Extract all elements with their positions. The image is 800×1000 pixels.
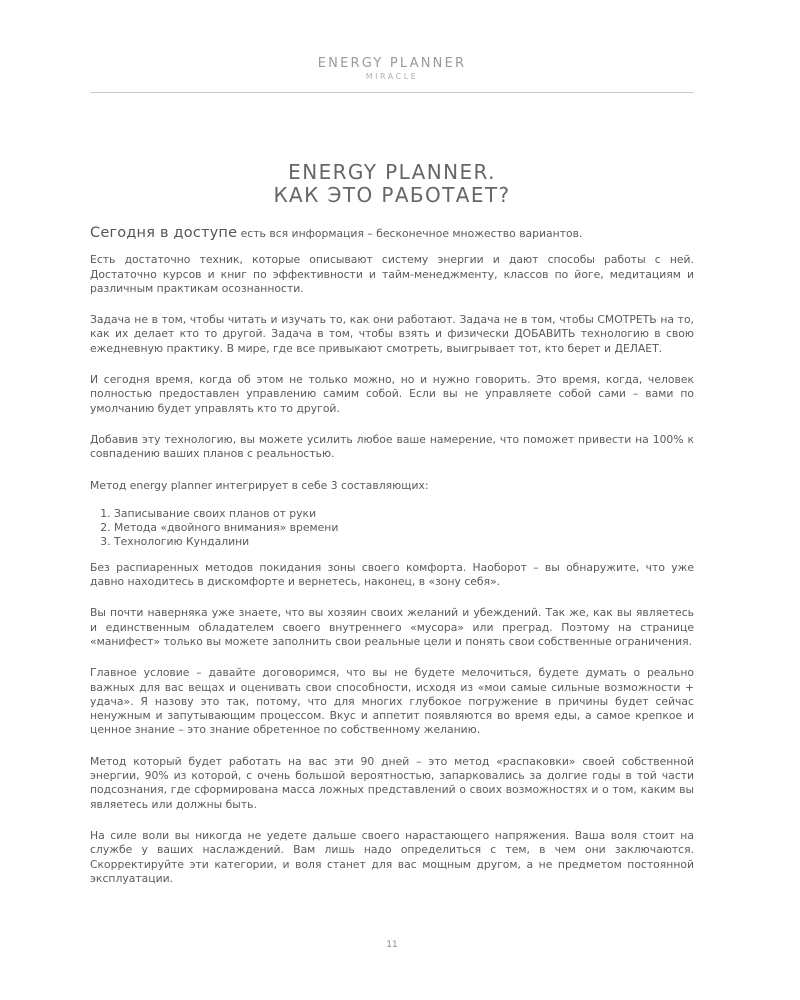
lead-paragraph xyxy=(90,226,694,241)
page-title xyxy=(90,161,694,207)
paragraph: Главное условие – давайте договоримся, что вы не будете мелочиться, будете думать о реально важных для вас вещах и оценивать свои способности, исходя из «мои самые сильные возможности + удача». Я назову это так, потому, что для многих глубокое погружение в причины будет сейчас ненужным и запутывающим процессом. Вкус и аппетит появляются во время еды, а самое крепкое и ценное знание – это знание обретенное по собственному желанию. xyxy=(90,666,694,737)
page-header xyxy=(90,56,694,82)
paragraph: На силе воли вы никогда не уедете дальше своего нарастающего напряжения. Ваша воля стоит на службе у ваших наслаждений. Вам лишь надо определиться с тем, в чем они заключаются. Скорректируйте эти категории, и воля станет для вас мощным другом, а не предметом постоянной эксплуатации. xyxy=(90,828,694,885)
page-title-line-1: ENERGY PLANNER. xyxy=(288,160,496,184)
header-divider xyxy=(90,92,694,93)
paragraph: И сегодня время, когда об этом не только можно, но и нужно говорить. Это время, когда, человек полностью предоставлен управлению самим собой. Если вы не управляете собой сами – вами по умолчанию будет управлять кто то другой. xyxy=(90,373,694,415)
method-components-list xyxy=(90,507,694,550)
page-title-line-2: КАК ЭТО РАБОТАЕТ? xyxy=(273,183,511,207)
paragraph: Без распиаренных методов покидания зоны своего комфорта. Наоборот – вы обнаружите, что уже давно находитесь в дискомфорте и вернетесь, наконец, в «зону себя». xyxy=(90,560,694,589)
list-item: 2. Метода «двойного внимания» времени xyxy=(114,521,694,535)
brand-title: ENERGY PLANNER xyxy=(317,56,467,71)
paragraph: Добавив эту технологию, вы можете усилить любое ваше намерение, что поможет привести на 100% к совпадению ваших планов с реальностью. xyxy=(90,432,694,461)
paragraph: Вы почти наверняка уже знаете, что вы хозяин своих желаний и убеждений. Так же, как вы являетесь и единственным обладателем своего внутреннего «мусора» или преград. Поэтому на странице «манифест» только вы можете заполнить свои реальные цели и понять свои собственные ограничения. xyxy=(90,606,694,648)
paragraph: Метод energy planner интегрирует в себе 3 составляющих: xyxy=(90,478,429,492)
list-item: 3. Технологию Кундалини xyxy=(114,535,694,549)
paragraph: Метод который будет работать на вас эти 90 дней – это метод «распаковки» своей собственной энергии, 90% из которой, с очень большой вероятностью, запарковались за долгие годы в той части подсознания, где сформирована масса ложных представлений о своих возможностях и о том, каким вы являетесь или должны быть. xyxy=(90,754,694,811)
lead-emphasis: Сегодня в доступе xyxy=(90,225,238,241)
paragraph: Задача не в том, чтобы читать и изучать то, как они работают. Задача не в том, чтобы СМОТРЕТЬ на то, как их делает кто то другой. Задача в том, чтобы взять и физически ДОБАВИТЬ технологию в свою ежедневную практику. В мире, где все привыкают смотреть, выигрывает тот, кто берет и ДЕЛАЕТ. xyxy=(90,313,694,355)
brand-subtitle: MIRACLE xyxy=(365,72,419,81)
page-number: 11 xyxy=(386,940,398,950)
lead-text: есть вся информация – бесконечное множество вариантов. xyxy=(237,227,583,240)
article-body xyxy=(90,226,694,903)
paragraph: Есть достаточно техник, которые описывают систему энергии и дают способы работы с ней. Достаточно курсов и книг по эффективности и тайм-менеджменту, классов по йоге, медитациям и различным практикам осознанности. xyxy=(90,253,694,295)
list-item: 1. Записывание своих планов от руки xyxy=(114,507,694,521)
